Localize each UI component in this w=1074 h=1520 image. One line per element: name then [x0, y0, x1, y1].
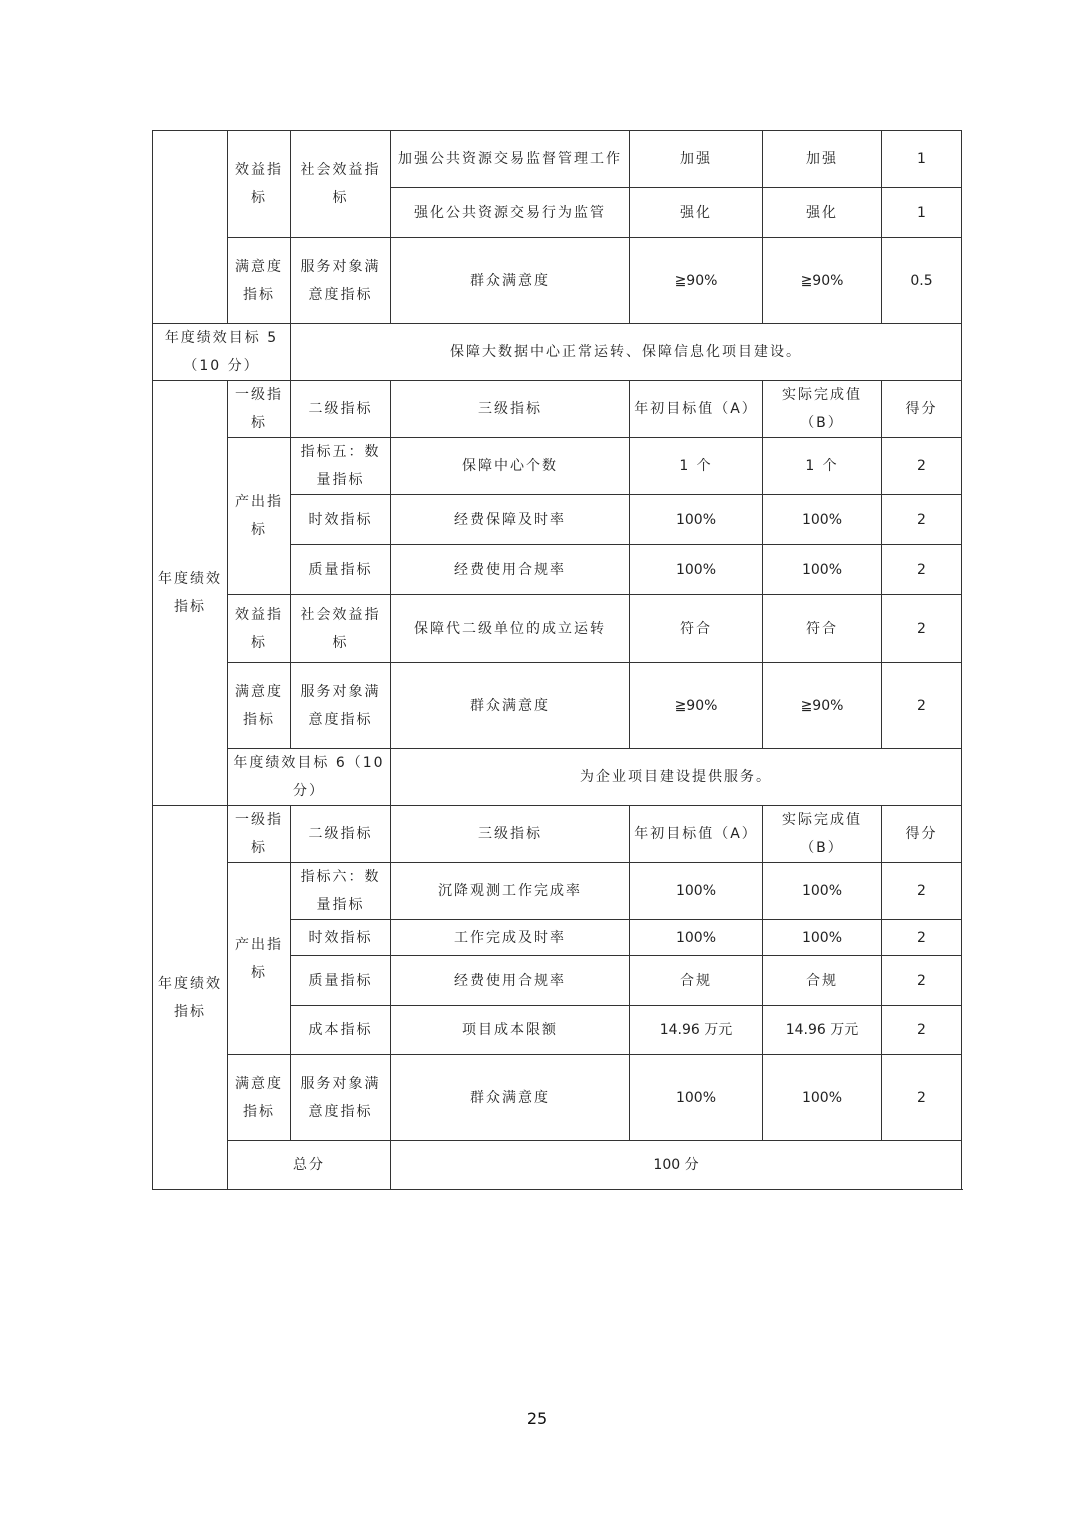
actual-cell: 强化 — [763, 188, 882, 238]
level2-cell: 指标五：数量指标 — [291, 438, 391, 495]
actual-cell: 1 个 — [763, 438, 882, 495]
level2-cell: 指标六：数量指标 — [291, 863, 391, 920]
target-cell: ≧90% — [630, 663, 763, 749]
target-cell: 14.96 万元 — [630, 1006, 763, 1055]
level1-cell: 产出指标 — [228, 863, 291, 1055]
level2-cell: 时效指标 — [291, 495, 391, 545]
table-row — [153, 238, 962, 324]
actual-cell: 100% — [763, 863, 882, 920]
header-actual: 实际完成值（B） — [763, 806, 882, 863]
level1-cell: 效益指标 — [228, 131, 291, 238]
level1-cell: 效益指标 — [228, 595, 291, 663]
total-row — [153, 1141, 962, 1190]
table-row — [153, 663, 962, 749]
level3-cell: 群众满意度 — [391, 1055, 630, 1141]
blank-side-cell — [153, 131, 228, 324]
level1-cell: 满意度指标 — [228, 1055, 291, 1141]
score-cell: 2 — [882, 1006, 962, 1055]
goal-text: 保障大数据中心正常运转、保障信息化项目建设。 — [291, 324, 962, 381]
side-label: 年度绩效指标 — [153, 381, 228, 806]
target-cell: 加强 — [630, 131, 763, 188]
header-level1: 一级指标 — [228, 381, 291, 438]
level1-cell: 产出指标 — [228, 438, 291, 595]
level2-cell: 质量指标 — [291, 956, 391, 1006]
level2-cell: 服务对象满意度指标 — [291, 663, 391, 749]
score-cell: 2 — [882, 595, 962, 663]
level3-cell: 项目成本限额 — [391, 1006, 630, 1055]
table-row — [153, 595, 962, 663]
header-level2: 二级指标 — [291, 806, 391, 863]
actual-cell: 符合 — [763, 595, 882, 663]
target-cell: 100% — [630, 920, 763, 956]
side-label: 年度绩效指标 — [153, 806, 228, 1190]
actual-cell: ≧90% — [763, 238, 882, 324]
actual-cell: 合规 — [763, 956, 882, 1006]
header-score: 得分 — [882, 806, 962, 863]
level2-cell: 服务对象满意度指标 — [291, 1055, 391, 1141]
target-cell: 符合 — [630, 595, 763, 663]
level2-cell: 成本指标 — [291, 1006, 391, 1055]
header-row — [153, 381, 962, 438]
table-row — [153, 1055, 962, 1141]
actual-cell: 100% — [763, 495, 882, 545]
actual-cell: 100% — [763, 545, 882, 595]
level2-cell: 时效指标 — [291, 920, 391, 956]
header-target: 年初目标值（A） — [630, 806, 763, 863]
goal-label: 年度绩效目标 5（10 分） — [153, 324, 291, 381]
level3-cell: 群众满意度 — [391, 663, 630, 749]
level3-cell: 沉降观测工作完成率 — [391, 863, 630, 920]
target-cell: ≧90% — [630, 238, 763, 324]
score-cell: 2 — [882, 863, 962, 920]
score-cell: 1 — [882, 131, 962, 188]
target-cell: 100% — [630, 545, 763, 595]
level2-cell: 服务对象满意度指标 — [291, 238, 391, 324]
level3-cell: 经费保障及时率 — [391, 495, 630, 545]
goal-text: 为企业项目建设提供服务。 — [391, 749, 962, 806]
header-target: 年初目标值（A） — [630, 381, 763, 438]
header-level1: 一级指标 — [228, 806, 291, 863]
performance-table — [152, 130, 962, 1190]
level1-cell: 满意度指标 — [228, 238, 291, 324]
score-cell: 2 — [882, 495, 962, 545]
level3-cell: 群众满意度 — [391, 238, 630, 324]
actual-cell: ≧90% — [763, 663, 882, 749]
level3-cell: 保障代二级单位的成立运转 — [391, 595, 630, 663]
level3-cell: 保障中心个数 — [391, 438, 630, 495]
score-cell: 2 — [882, 1055, 962, 1141]
score-cell: 2 — [882, 545, 962, 595]
level3-cell: 经费使用合规率 — [391, 545, 630, 595]
level3-cell: 经费使用合规率 — [391, 956, 630, 1006]
table-row — [153, 863, 962, 920]
table-row — [153, 131, 962, 188]
header-row — [153, 806, 962, 863]
total-label: 总分 — [228, 1141, 391, 1190]
table-row — [153, 438, 962, 495]
header-level3: 三级指标 — [391, 381, 630, 438]
target-cell: 100% — [630, 863, 763, 920]
level2-cell: 社会效益指标 — [291, 595, 391, 663]
level2-cell: 质量指标 — [291, 545, 391, 595]
header-actual: 实际完成值（B） — [763, 381, 882, 438]
page-number: 25 — [526, 1409, 548, 1428]
header-level2: 二级指标 — [291, 381, 391, 438]
score-cell: 2 — [882, 438, 962, 495]
score-cell: 2 — [882, 956, 962, 1006]
score-cell: 1 — [882, 188, 962, 238]
target-cell: 1 个 — [630, 438, 763, 495]
goal-row — [153, 749, 962, 806]
level3-cell: 加强公共资源交易监督管理工作 — [391, 131, 630, 188]
actual-cell: 加强 — [763, 131, 882, 188]
header-level3: 三级指标 — [391, 806, 630, 863]
level1-cell: 满意度指标 — [228, 663, 291, 749]
level3-cell: 工作完成及时率 — [391, 920, 630, 956]
header-score: 得分 — [882, 381, 962, 438]
score-cell: 2 — [882, 663, 962, 749]
score-cell: 0.5 — [882, 238, 962, 324]
goal-row — [153, 324, 962, 381]
target-cell: 100% — [630, 1055, 763, 1141]
level3-cell: 强化公共资源交易行为监管 — [391, 188, 630, 238]
target-cell: 合规 — [630, 956, 763, 1006]
target-cell: 100% — [630, 495, 763, 545]
goal-label: 年度绩效目标 6（10 分） — [228, 749, 391, 806]
actual-cell: 100% — [763, 920, 882, 956]
target-cell: 强化 — [630, 188, 763, 238]
actual-cell: 14.96 万元 — [763, 1006, 882, 1055]
total-value: 100 分 — [391, 1141, 962, 1190]
actual-cell: 100% — [763, 1055, 882, 1141]
score-cell: 2 — [882, 920, 962, 956]
level2-cell: 社会效益指标 — [291, 131, 391, 238]
